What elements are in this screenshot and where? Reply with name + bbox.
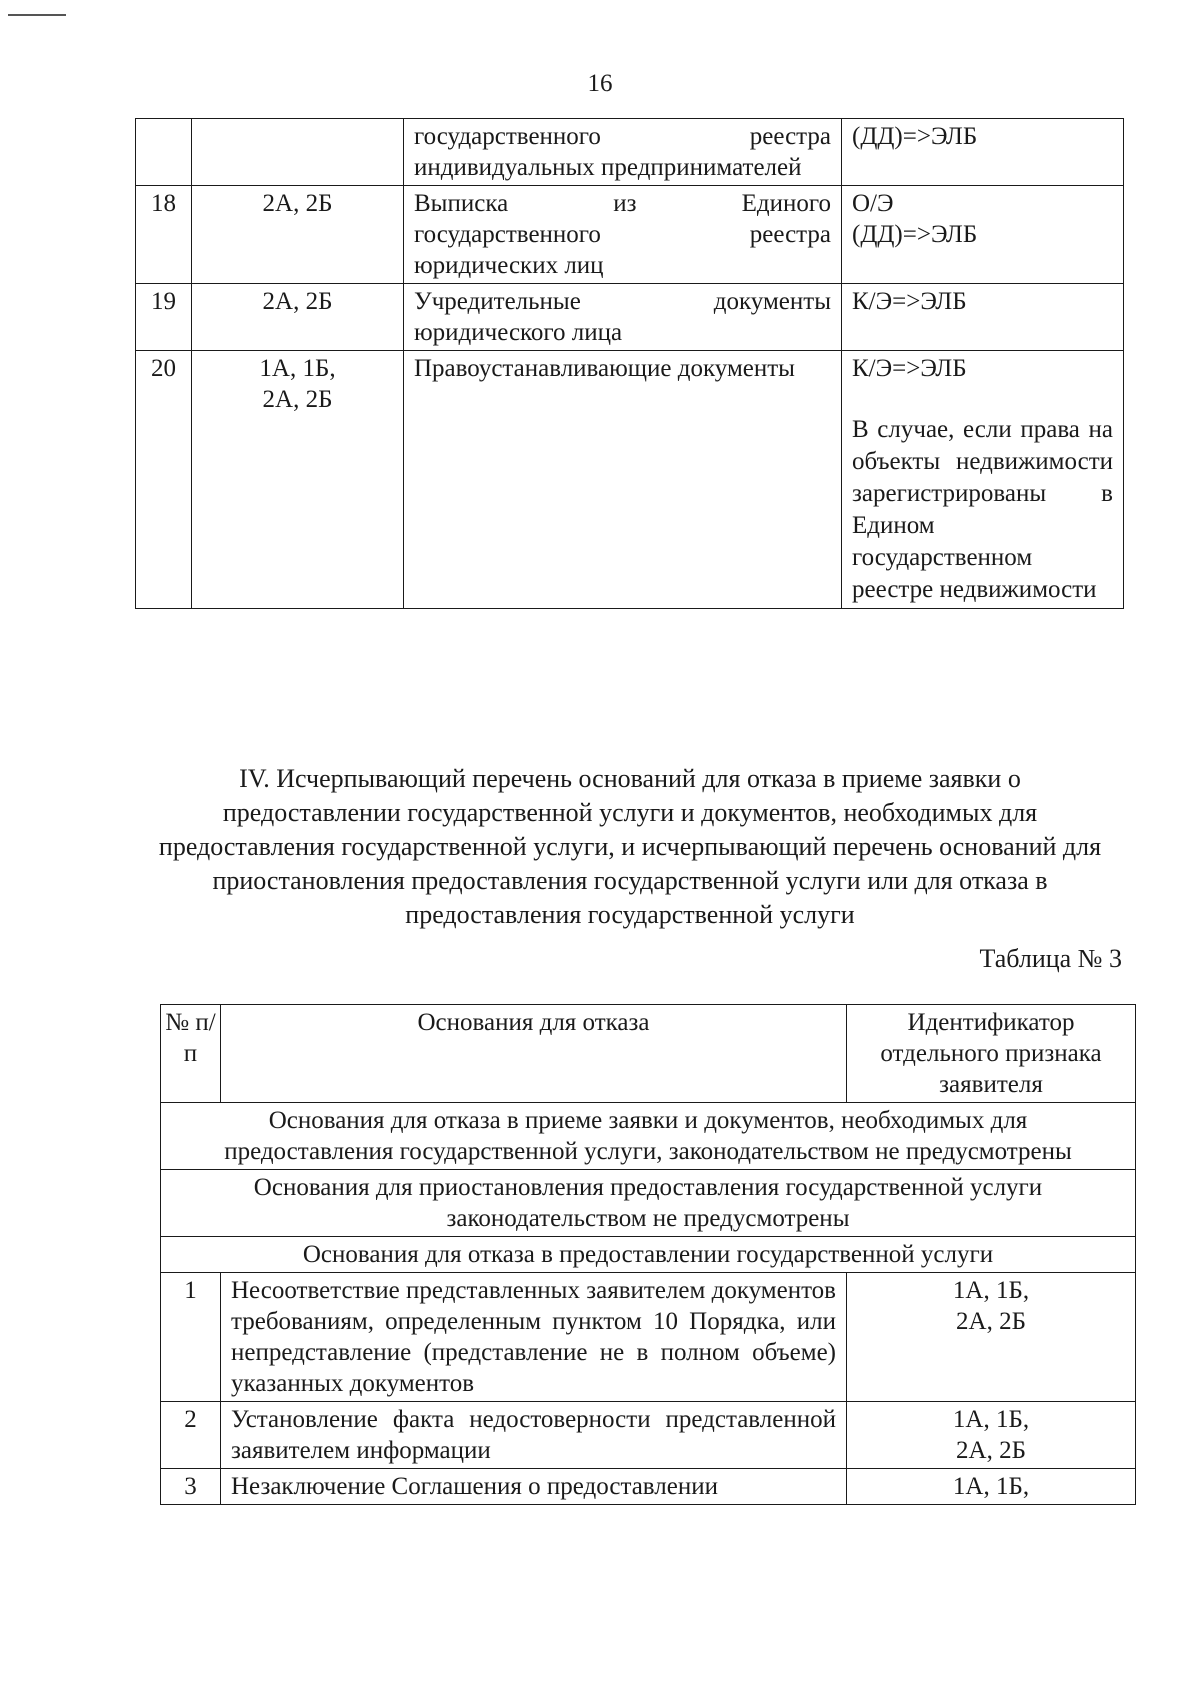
submission-method — [842, 186, 1124, 284]
group-row-reception — [161, 1103, 1136, 1170]
method-line: (ДД)=>ЭЛБ — [852, 123, 978, 150]
group-row-refusal — [161, 1237, 1136, 1273]
header-reasons: Основания для отказа — [221, 1005, 847, 1103]
submission-method — [842, 351, 1124, 609]
applicant-identifier — [847, 1273, 1136, 1402]
refusal-reason: Несоответствие представленных заявителем документов требованиям, определенным пунктом 10 Порядка, или непредставление (представление не в полном объеме) указанных документов — [221, 1273, 847, 1402]
document-name-line: государственного реестра — [414, 123, 831, 150]
group-row-suspension — [161, 1170, 1136, 1237]
group-row-text: Основания для отказа в предоставлении государственной услуги — [161, 1237, 1136, 1273]
applicant-identifier — [847, 1402, 1136, 1469]
table-row — [161, 1273, 1136, 1402]
row-number: 2 — [161, 1402, 221, 1469]
identifier-line: 1А, 1Б, — [952, 1473, 1030, 1500]
table-row — [136, 186, 1124, 284]
documents-table-continuation — [135, 118, 1124, 609]
sign-line: 2А, 2Б — [262, 386, 333, 413]
row-number: 19 — [136, 284, 192, 351]
applicant-signs — [192, 186, 404, 284]
method-line: К/Э=>ЭЛБ — [852, 288, 967, 315]
refusal-grounds-table — [160, 1004, 1136, 1505]
sign-line: 2А, 2Б — [262, 288, 333, 315]
method-line: К/Э=>ЭЛБ — [852, 355, 967, 382]
document-name-line: государственного реестра — [414, 221, 831, 248]
applicant-signs — [192, 284, 404, 351]
header-num: № п/п — [161, 1005, 221, 1103]
document-name-line: юридических лиц — [414, 252, 604, 279]
table3-header-row — [161, 1005, 1136, 1103]
sign-line: 2А, 2Б — [262, 190, 333, 217]
document-name-line: юридического лица — [414, 319, 623, 346]
group-row-text: Основания для отказа в приеме заявки и документов, необходимых для предоставления государственной услуги, законодательством не предусмотрены — [161, 1103, 1136, 1170]
document-name-line: индивидуальных предпринимателей — [414, 154, 802, 181]
identifier-line: 2А, 2Б — [956, 1437, 1026, 1464]
table-row — [136, 284, 1124, 351]
submission-method — [842, 284, 1124, 351]
method-note: В случае, если права на объекты недвижимости зарегистрированы в Едином государственном реестре недвижимости — [852, 416, 1113, 603]
scan-edge-mark — [8, 14, 66, 16]
table-row — [161, 1402, 1136, 1469]
table-row — [136, 119, 1124, 186]
identifier-line: 1А, 1Б, — [952, 1406, 1030, 1433]
document-name — [404, 284, 842, 351]
method-line: (ДД)=>ЭЛБ — [852, 221, 978, 248]
document-name-line: Выписка из Единого — [414, 190, 831, 217]
sign-line: 1А, 1Б, — [259, 355, 336, 382]
table-row — [136, 351, 1124, 609]
row-number: 20 — [136, 351, 192, 609]
section-title: IV. Исчерпывающий перечень оснований для отказа в приеме заявки о предоставлении государственной услуги и документов, необходимых для предоставления государственной услуги, и исчерпывающий перечень оснований для приостановления предоставления государственной услуги или для отказа в предоставления государственной услуги — [158, 764, 1102, 929]
group-row-text: Основания для приостановления предоставления государственной услуги законодательством не предусмотрены — [161, 1170, 1136, 1237]
applicant-signs — [192, 351, 404, 609]
table-row — [161, 1469, 1136, 1505]
row-number: 18 — [136, 186, 192, 284]
document-name — [404, 119, 842, 186]
document-name-line: Учредительные документы — [414, 288, 831, 315]
applicant-signs — [192, 119, 404, 186]
applicant-identifier — [847, 1469, 1136, 1505]
refusal-reason: Установление факта недостоверности представленной заявителем информации — [221, 1402, 847, 1469]
document-name — [404, 186, 842, 284]
refusal-reason: Незаключение Соглашения о предоставлении — [221, 1469, 847, 1505]
row-number — [136, 119, 192, 186]
page-number: 16 — [587, 70, 613, 97]
method-line: О/Э — [852, 190, 894, 217]
identifier-line: 1А, 1Б, — [952, 1277, 1030, 1304]
identifier-line: 2А, 2Б — [956, 1308, 1026, 1335]
header-identifier: Идентификатор отдельного признака заявителя — [847, 1005, 1136, 1103]
submission-method — [842, 119, 1124, 186]
document-name-line: Правоустанавливающие документы — [414, 355, 795, 382]
row-number: 3 — [161, 1469, 221, 1505]
table-caption: Таблица № 3 — [979, 944, 1122, 973]
row-number: 1 — [161, 1273, 221, 1402]
document-name — [404, 351, 842, 609]
